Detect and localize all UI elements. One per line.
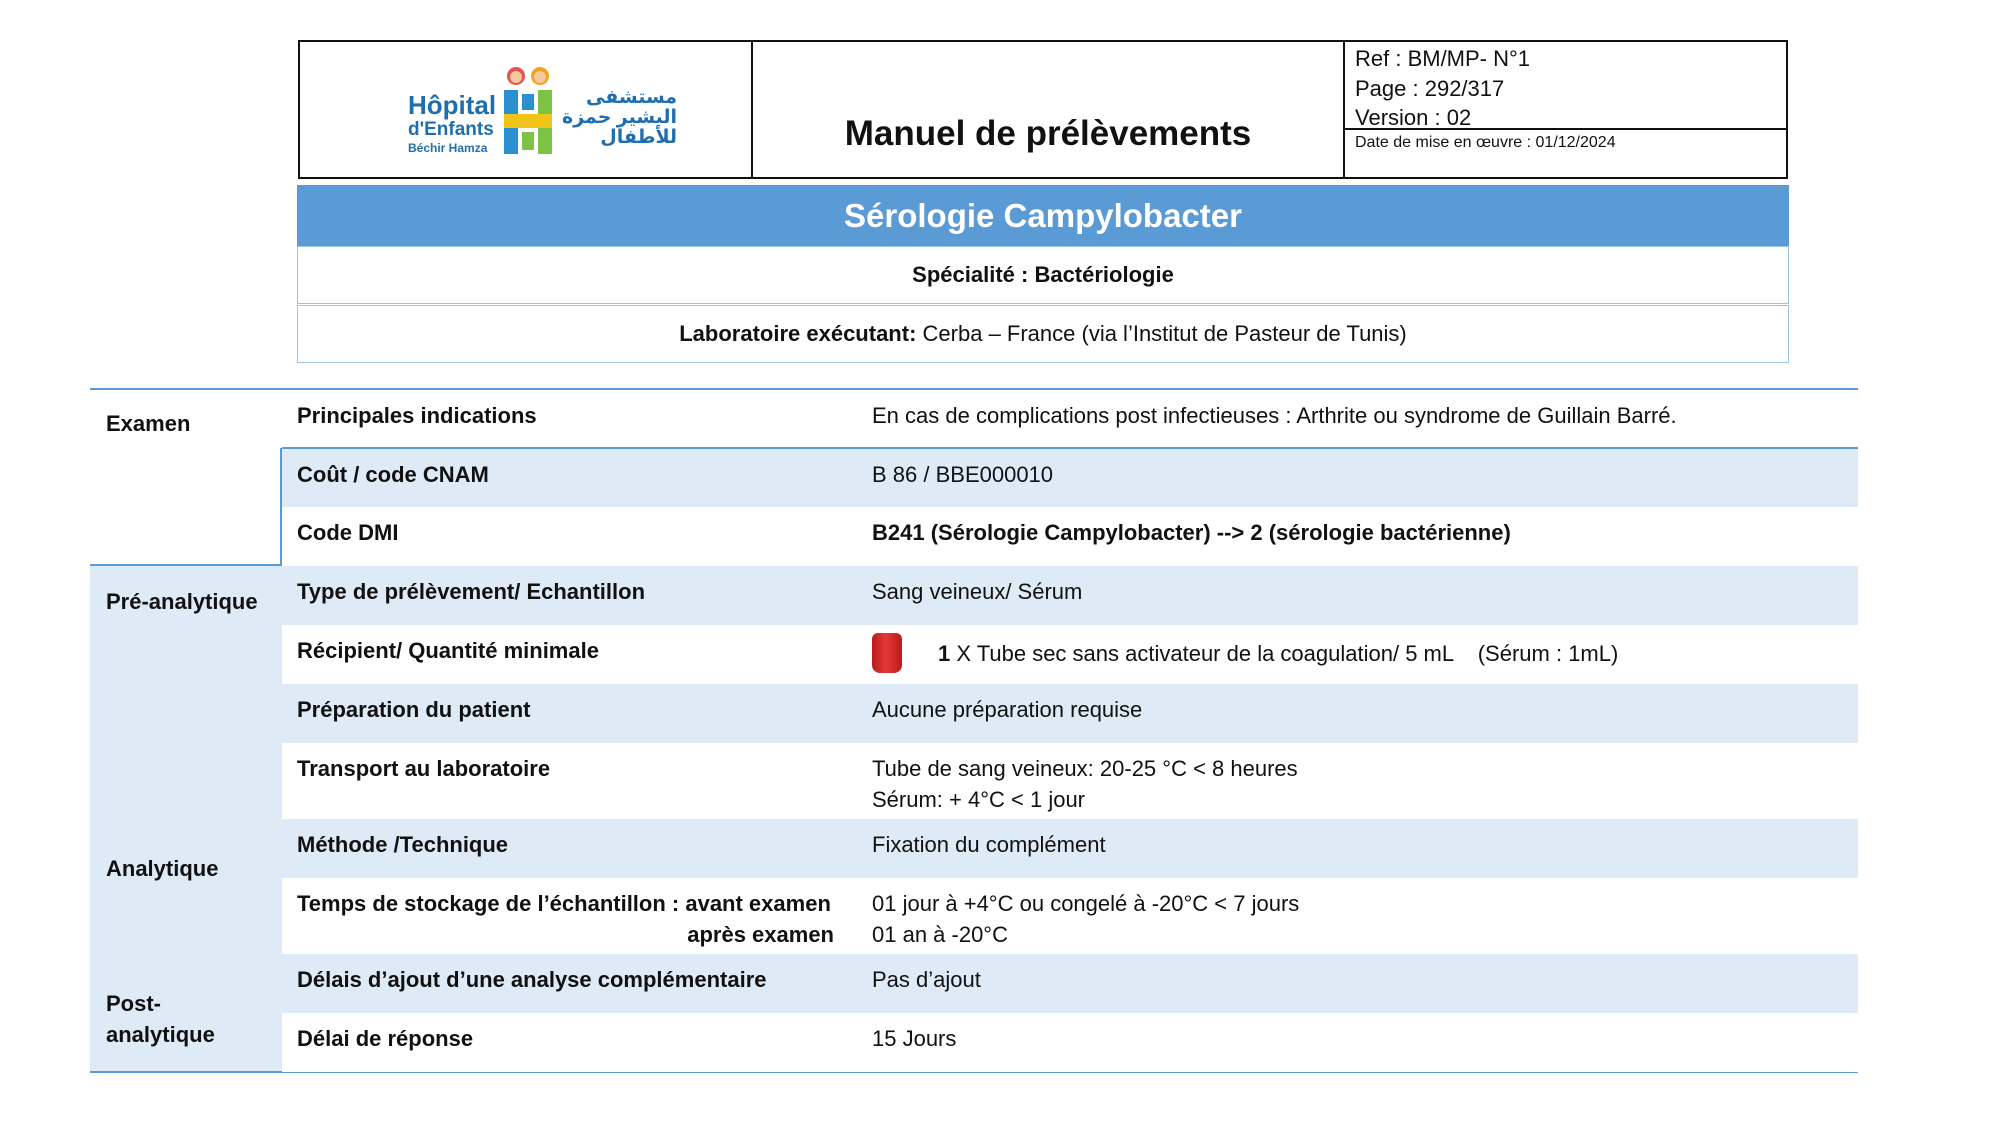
row-code-dmi: Code DMI B241 (Sérologie Campylobacter) --> 2 (sérologie bactérienne) <box>297 520 1511 545</box>
exam-title: Sérologie Campylobacter <box>297 185 1789 246</box>
row-stockage: Temps de stockage de l’échantillon : avant examen après examen 01 jour à +4°C ou congelé à -20°C < 7 jours 01 an à -20°C <box>282 878 1858 954</box>
lab-row <box>297 305 1789 363</box>
effective-date: Date de mise en œuvre : 01/12/2024 <box>1355 134 1616 151</box>
row-methode: Méthode /Technique Fixation du complément <box>282 819 1858 878</box>
lab-label: Laboratoire exécutant: <box>679 321 917 346</box>
category-examen: Examen <box>106 411 191 436</box>
ref-number: Ref : BM/MP- N°1 <box>1355 46 1531 71</box>
hospital-logo <box>300 42 753 177</box>
exam-details-table <box>90 388 1858 1074</box>
row-indications: Principales indications En cas de complications post infectieuses : Arthrite ou syndrome de Guillain Barré. <box>297 403 1677 428</box>
document-header <box>298 40 1788 179</box>
logo-text-fr: Hôpital d'Enfants Béchir Hamza <box>408 90 497 155</box>
hospital-logo-icon <box>500 64 556 160</box>
tube-description: X Tube sec sans activateur de la coagulation/ 5 mL (Sérum : 1mL) <box>950 640 1619 666</box>
page-number: Page : 292/317 <box>1355 75 1505 101</box>
tube-quantity: 1 <box>938 640 951 666</box>
row-type-prelevement: Type de prélèvement/ Echantillon Sang veineux/ Sérum <box>282 566 1858 625</box>
row-preparation: Préparation du patient Aucune préparation requise <box>282 684 1858 743</box>
row-transport: Transport au laboratoire Tube de sang veineux: 20-25 °C < 8 heures Sérum: + 4°C < 1 jour <box>282 743 1858 819</box>
manual-title: Manuel de prélèvements <box>844 114 1252 153</box>
specialty: Spécialité : Bactériologie <box>912 262 1174 287</box>
category-pre-analytique: Pré-analytique <box>106 589 258 614</box>
lab-value: Cerba – France (via l’Institut de Pasteur de Tunis) <box>922 321 1407 346</box>
category-analytique: Analytique <box>106 856 219 881</box>
manual-title-cell <box>753 42 1345 177</box>
row-delais-ajout: Délais d’ajout d’une analyse complémentaire Pas d’ajout <box>282 954 1858 1013</box>
meta-info <box>1345 42 1786 130</box>
red-tube-icon <box>872 633 902 673</box>
version: Version : 02 <box>1355 105 1472 130</box>
row-delai-reponse: Délai de réponse 15 Jours <box>282 1013 1858 1072</box>
document-meta <box>1345 42 1786 177</box>
row-cout: Coût / code CNAM B 86 / BBE000010 <box>282 449 1858 507</box>
specialty-row <box>297 246 1789 304</box>
row-recipient: Récipient/ Quantité minimale 1 X Tube sec sans activateur de la coagulation/ 5 mL (Sérum : 1mL) <box>282 625 1858 684</box>
category-post-analytique: Post- analytique <box>106 991 215 1047</box>
logo-text-ar: مستشفى البشير حمزة للأطفال <box>562 87 678 148</box>
